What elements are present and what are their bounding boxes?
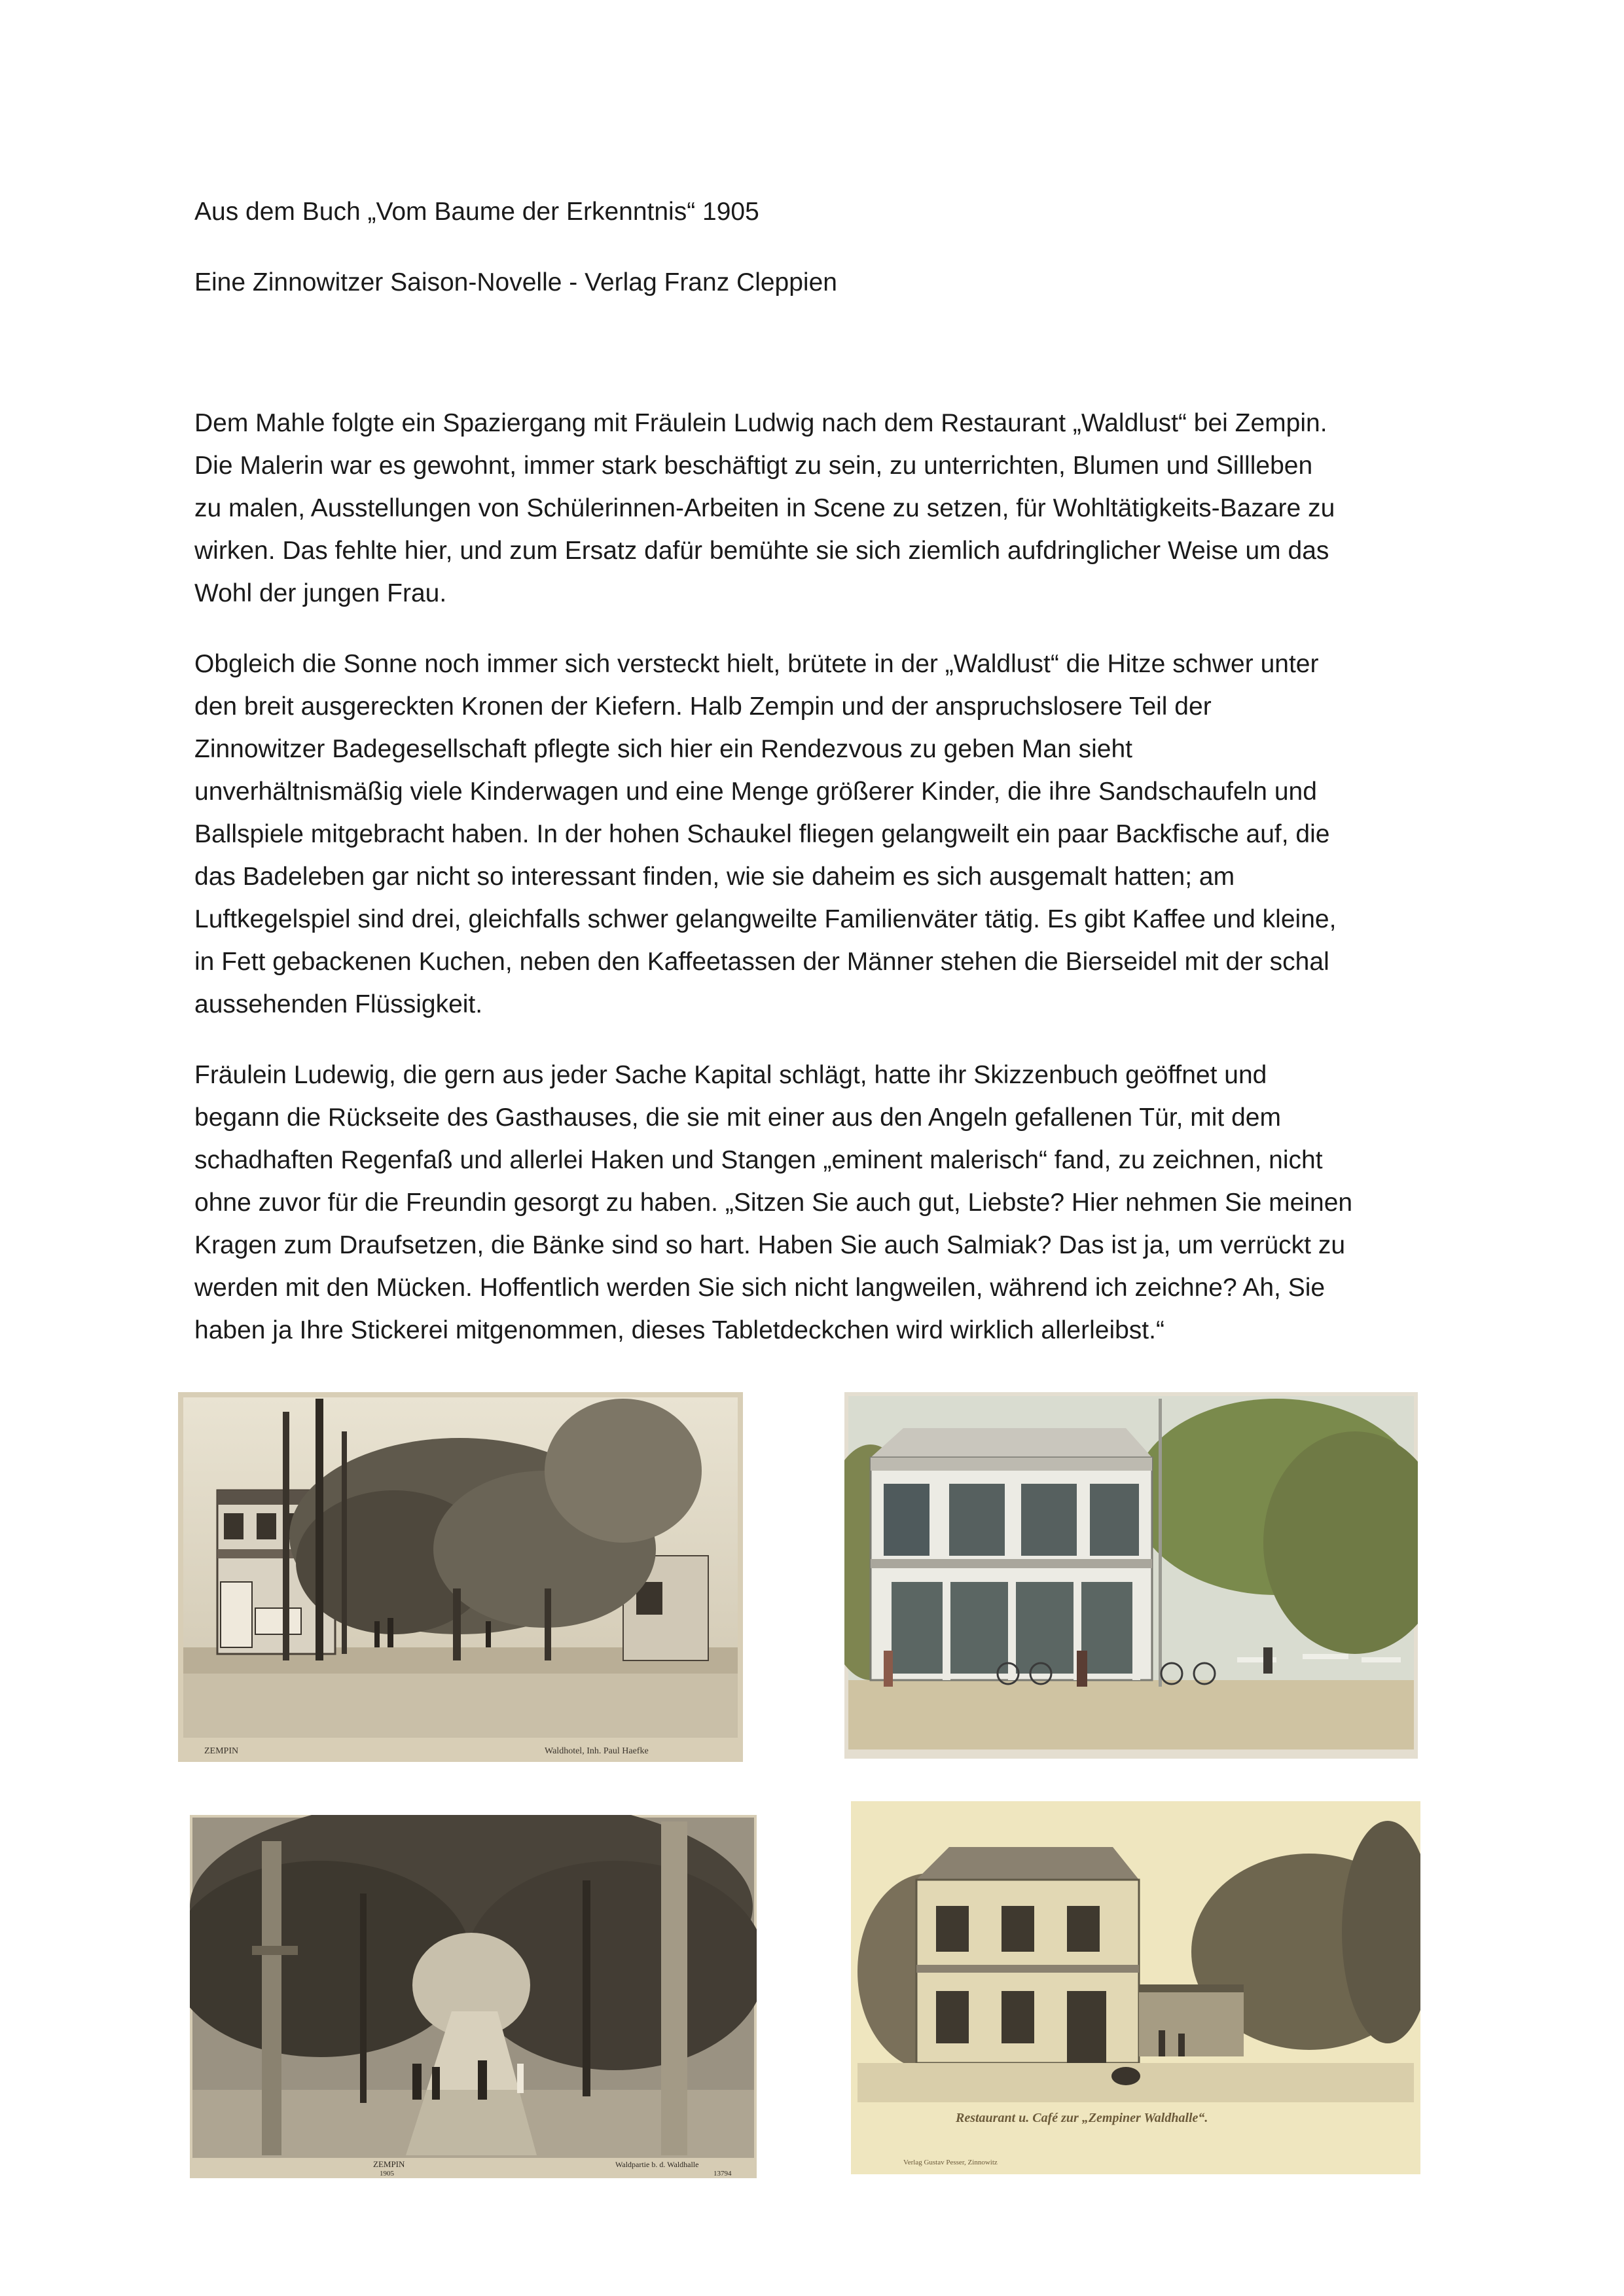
postcard-caption-right: Waldhotel, Inh. Paul Haefke	[545, 1746, 649, 1756]
paragraph-line: werden mit den Mücken. Hoffentlich werden Sie sich nicht langweilen, während ich zeichne? Ah, Sie	[194, 1274, 1326, 1302]
paragraph-line: zu malen, Ausstellungen von Schülerinnen-Arbeiten in Scene zu setzen, für Wohltätigkeits-Bazare zu	[194, 494, 1335, 522]
postcard-restaurant-cafe	[851, 1801, 1420, 2174]
paragraph-line: wirken. Das fehlte hier, und zum Ersatz dafür bemühte sie sich ziemlich aufdringlicher Weise um das	[194, 537, 1329, 565]
paragraph-line: begann die Rückseite des Gasthauses, die sie mit einer aus den Angeln gefallenen Tür, mit dem	[194, 1103, 1281, 1132]
postcard-waldhotel	[178, 1392, 743, 1762]
paragraph-line: das Badeleben gar nicht so interessant finden, wie sie daheim es sich ausgemalt hatten; am	[194, 863, 1235, 891]
paragraph-line: Obgleich die Sonne noch immer sich versteckt hielt, brütete in der „Waldlust“ die Hitze schwer unter	[194, 650, 1319, 678]
paragraph-line: ohne zuvor für die Freundin gesorgt zu haben. „Sitzen Sie auch gut, Liebste? Hier nehmen Sie meinen	[194, 1189, 1353, 1217]
postcard-caption-year: 1905	[380, 2170, 394, 2178]
paragraph-line: in Fett gebackenen Kuchen, neben den Kaffeetassen der Männer stehen die Bierseidel mit der schal	[194, 948, 1329, 976]
postcard-caption-main: Restaurant u. Café zur „Zempiner Waldhalle“.	[956, 2111, 1208, 2125]
postcard-photo-icon	[178, 1392, 743, 1762]
postcard-caption-publisher: Verlag Gustav Pesser, Zinnowitz	[903, 2159, 998, 2166]
document-title: Aus dem Buch „Vom Baume der Erkenntnis“ 1905	[194, 198, 759, 226]
paragraph-line: Ballspiele mitgebracht haben. In der hohen Schaukel fliegen gelangweilt ein paar Backfische auf, die	[194, 820, 1330, 848]
paragraph-3	[194, 1054, 1438, 1352]
paragraph-line: Dem Mahle folgte ein Spaziergang mit Fräulein Ludwig nach dem Restaurant „Waldlust“ bei Zempin.	[194, 409, 1327, 437]
postcard-photo-icon	[844, 1392, 1418, 1759]
paragraph-line: Wohl der jungen Frau.	[194, 579, 447, 607]
paragraph-line: Die Malerin war es gewohnt, immer stark beschäftigt zu sein, zu unterrichten, Blumen und Sillleben	[194, 452, 1313, 480]
paragraph-1	[194, 402, 1438, 615]
postcard-photo-icon	[851, 1801, 1420, 2174]
paragraph-line: Kragen zum Draufsetzen, die Bänke sind so hart. Haben Sie auch Salmiak? Das ist ja, um verrückt zu	[194, 1231, 1346, 1259]
paragraph-line: Zinnowitzer Badegesellschaft pflegte sich hier ein Rendezvous zu geben Man sieht	[194, 735, 1133, 763]
paragraph-line: haben ja Ihre Stickerei mitgenommen, dieses Tabletdeckchen wird wirklich allerleibst.“	[194, 1316, 1164, 1344]
paragraph-2	[194, 643, 1438, 1026]
document-subtitle: Eine Zinnowitzer Saison-Novelle - Verlag Franz Cleppien	[194, 268, 837, 296]
paragraph-line: schadhaften Regenfaß und allerlei Haken und Stangen „eminent malerisch“ fand, zu zeichnen, nicht	[194, 1146, 1323, 1174]
paragraph-line: aussehenden Flüssigkeit.	[194, 990, 483, 1018]
paragraph-line: unverhältnismäßig viele Kinderwagen und eine Menge größerer Kinder, die ihre Sandschaufeln und	[194, 778, 1317, 806]
postcard-caption-right: Waldpartie b. d. Waldhalle	[615, 2160, 699, 2169]
postcard-forest-path	[190, 1815, 757, 2178]
postcard-caption-number: 13794	[713, 2170, 732, 2178]
postcard-photo-icon	[190, 1815, 757, 2178]
paragraph-line: den breit ausgereckten Kronen der Kiefern. Halb Zempin und der anspruchslosere Teil der	[194, 692, 1212, 721]
paragraph-line: Fräulein Ludewig, die gern aus jeder Sache Kapital schlägt, hatte ihr Skizzenbuch geöffnet und	[194, 1061, 1267, 1089]
postcard-caption-left: ZEMPIN	[373, 2159, 405, 2169]
postcard-color-house	[844, 1392, 1418, 1759]
paragraph-line: Luftkegelspiel sind drei, gleichfalls schwer gelangweilte Familienväter tätig. Es gibt Kaffee und kleine,	[194, 905, 1337, 933]
postcard-caption-left: ZEMPIN	[204, 1746, 239, 1756]
